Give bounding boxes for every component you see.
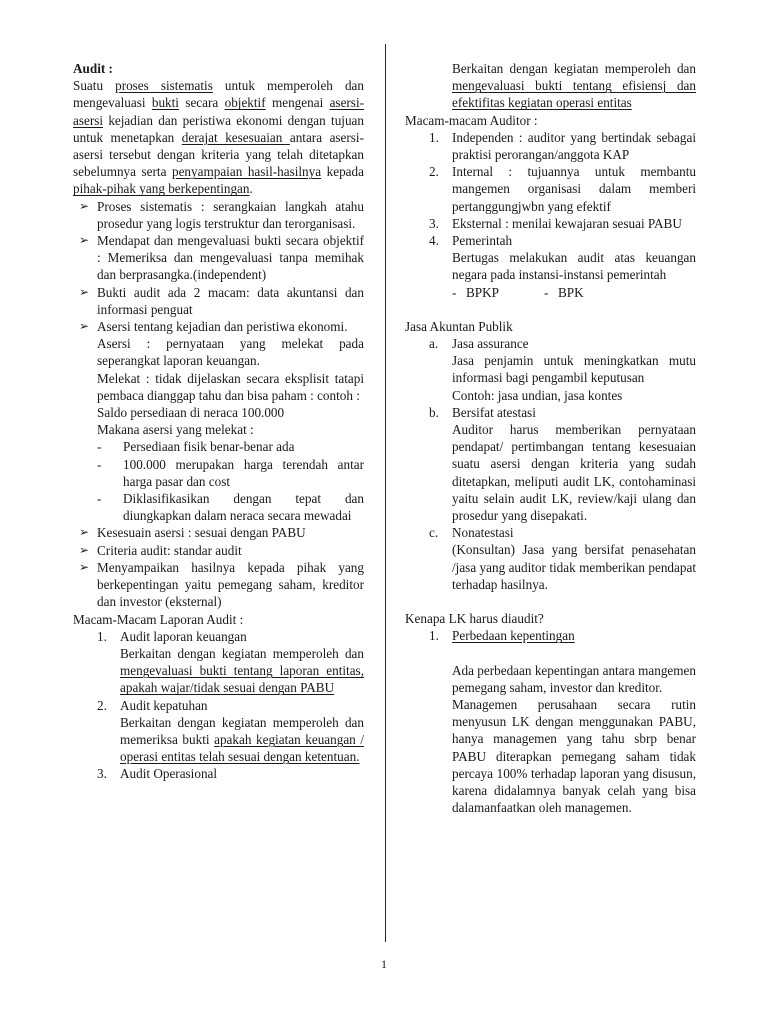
text-run: Berkaitan dengan kegiatan memperoleh dan xyxy=(452,61,696,76)
dash-text: Diklasifikasikan dengan tepat dan diungkapkan dalam neraca secara mewadai xyxy=(123,491,364,524)
item-title: Jasa assurance xyxy=(452,336,529,352)
kenapa-item xyxy=(405,627,696,644)
bullet-text: Bukti audit ada 2 macam: data akuntansi dan informasi penguat xyxy=(97,284,364,317)
item-number: 2. xyxy=(97,697,107,713)
underlined-phrase: penyampaian hasil-hasilnya xyxy=(171,164,322,180)
item-number: 4. xyxy=(429,233,439,249)
auditor-heading: Macam-macam Auditor : xyxy=(405,112,538,128)
item-text: Pemerintah xyxy=(452,233,513,249)
arrowhead-icon: ➢ xyxy=(79,233,90,248)
text-run: mengenai xyxy=(265,95,330,111)
dash-item xyxy=(73,456,364,490)
underlined-phrase: mengevaluasi bukti tentang laporan entitas, apakah wajar/tidak sesuai dengan PABU xyxy=(120,663,364,696)
dash-marker: - xyxy=(97,439,102,455)
arrowhead-icon: ➢ xyxy=(79,525,90,540)
text-run: untuk memperoleh dan mengevaluasi xyxy=(73,78,364,111)
item-title: Perbedaan kepentingan xyxy=(452,628,575,644)
laporan-description xyxy=(73,714,364,766)
kenapa-paragraph: Managemen perusahaan secara rutin menyusun LK dengan menggunakan PABU, hanya managemen yang tahu sbrp benar PABU diterapkan pemegang saham tidak percaya 100% terhadap laporan yang disusun, karena didalamnya banyak celah yang bisa dalamanfaatkan oleh managemen. xyxy=(452,696,696,816)
pemerintah-description: Bertugas melakukan audit atas keuangan negara pada instansi-instansi pemerintah xyxy=(452,250,696,283)
dash-item xyxy=(73,438,364,455)
bullet-text: Proses sistematis : serangkaian langkah atahu prosedur yang logis terstruktur dan terorganisasi. xyxy=(97,198,364,231)
spacer xyxy=(405,645,696,662)
text-run: kepada xyxy=(321,164,364,180)
example-line: Makana asersi yang melekat : xyxy=(97,422,254,438)
laporan-description xyxy=(73,645,364,697)
jasa-description: (Konsultan) Jasa yang bersifat penasehatan /jasa yang auditor tidak memberikan pendapat terhadap hasilnya. xyxy=(452,542,696,592)
item-title: Bersifat atestasi xyxy=(452,404,536,420)
example-line: Saldo persediaan di neraca 100.000 xyxy=(97,405,285,421)
dash-text: 100.000 merupakan harga terendah antar harga pasar dan cost xyxy=(123,456,364,489)
underlined-phrase: pihak-pihak yang berkepentingan xyxy=(73,181,250,197)
underlined-phrase: derajat kesesuaian xyxy=(181,129,290,145)
list-item xyxy=(73,198,364,232)
text-run: secara xyxy=(178,95,225,111)
jasa-description: Auditor harus memberikan pernyataan pendapat/ pertimbangan tentang kesesuaian suatu asersi dengan kriteria yang sudah ditetapkan, meliputi audit LK, contohaminasi yaitu selain audit LK, review/kaji ulang dan prosedur yang disepakati. xyxy=(452,422,696,524)
dash-text: Persediaan fisik benar-benar ada xyxy=(123,439,295,455)
underlined-phrase: bukti xyxy=(151,95,179,111)
right-column xyxy=(405,60,696,816)
spacer xyxy=(405,593,696,610)
text-run: Suatu xyxy=(73,78,116,94)
arrowhead-icon: ➢ xyxy=(79,198,90,213)
left-column xyxy=(73,60,364,783)
text-run: antara asersi-asersi tersebut dengan kriteria yang telah ditetapkan sebelumnya serta xyxy=(73,129,364,180)
bullet-text: Mendapat dan mengevaluasi bukti secara objektif : Memeriksa dan mengevaluasi tanpa memihak dan berprasangka.(independent) xyxy=(97,233,364,283)
auditor-item xyxy=(405,232,696,249)
underlined-phrase: apakah kegiatan keuangan / operasi entitas telah sesuai dengan ketentuan. xyxy=(120,731,365,765)
underlined-phrase: mengevaluasi bukti tentang efisiensj dan efektifitas kegiatan operasi entitas xyxy=(452,78,696,111)
operasional-description xyxy=(405,60,696,112)
arrowhead-icon: ➢ xyxy=(79,542,90,557)
item-title: Audit Operasional xyxy=(120,766,218,782)
text-run: Berkaitan dengan kegiatan memperoleh dan xyxy=(120,645,364,661)
underlined-phrase: asersi-asersi xyxy=(73,95,364,128)
kenapa-paragraph: Ada perbedaan kepentingan antara mangemen pemegang saham, investor dan kreditor. xyxy=(452,662,696,695)
example-bpk: BPK xyxy=(558,284,584,300)
item-title: Audit kepatuhan xyxy=(120,697,208,713)
item-title: Nonatestasi xyxy=(452,525,514,541)
asersi-definition: Asersi : pernyataan yang melekat pada seperangkat laporan keuangan. xyxy=(97,336,364,369)
list-item xyxy=(73,559,364,611)
jasa-heading: Jasa Akuntan Publik xyxy=(405,318,513,334)
example-bpkp: BPKP xyxy=(466,284,499,300)
item-text: Eksternal : menilai kewajaran sesuai PABU xyxy=(452,215,682,231)
item-letter: c. xyxy=(429,525,439,541)
kenapa-heading: Kenapa LK harus diaudit? xyxy=(405,611,544,627)
item-number: 2. xyxy=(429,164,439,180)
auditor-item xyxy=(405,163,696,215)
item-text: Independen : auditor yang bertindak sebagai praktisi perorangan/anggota KAP xyxy=(452,129,696,163)
list-item xyxy=(73,318,364,335)
item-text: Internal : tujuannya untuk membantu mangemen organisasi dalam memberi pertanggungjwbn yang efektif xyxy=(452,164,696,214)
item-number: 1. xyxy=(429,129,439,145)
dash-marker: - xyxy=(452,284,457,300)
page-number: 1 xyxy=(381,957,387,971)
arrowhead-icon: ➢ xyxy=(79,319,90,334)
dash-item xyxy=(73,490,364,524)
laporan-item xyxy=(73,628,364,645)
list-item xyxy=(73,284,364,318)
list-item xyxy=(73,524,364,541)
bullet-text: Kesesuain asersi : sesuai dengan PABU xyxy=(97,525,306,541)
item-letter: a. xyxy=(429,336,439,352)
text-run: Berkaitan dengan kegiatan memperoleh dan memeriksa bukti xyxy=(120,714,364,747)
laporan-item xyxy=(73,765,364,782)
text-run: kejadian dan peristiwa ekonomi dengan tujuan untuk menetapkan xyxy=(73,112,364,145)
spacer xyxy=(405,301,696,318)
laporan-heading: Macam-Macam Laporan Audit : xyxy=(73,611,244,627)
item-letter: b. xyxy=(429,404,439,420)
auditor-item xyxy=(405,215,696,232)
laporan-item xyxy=(73,697,364,714)
text-run: . xyxy=(249,181,253,197)
pemerintah-examples xyxy=(405,284,696,301)
bullet-text: Criteria audit: standar audit xyxy=(97,542,242,558)
list-item xyxy=(73,232,364,284)
item-number: 1. xyxy=(429,628,439,644)
jasa-item xyxy=(405,524,696,541)
underlined-phrase: objektif xyxy=(224,95,266,111)
item-number: 1. xyxy=(97,628,107,644)
bullet-text: Menyampaikan hasilnya kepada pihak yang berkepentingan yaitu pemegang saham, kreditor dan investor (eksternal) xyxy=(97,559,364,610)
jasa-item xyxy=(405,335,696,352)
dash-marker: - xyxy=(97,456,102,472)
jasa-example: Contoh: jasa undian, jasa kontes xyxy=(452,387,623,403)
item-number: 3. xyxy=(429,215,439,231)
melekat-definition: Melekat : tidak dijelaskan secara eksplisit tatapi pembaca dianggap tahu dan bisa paham : contoh : xyxy=(97,370,364,403)
arrowhead-icon: ➢ xyxy=(79,284,90,299)
item-number: 3. xyxy=(97,766,107,782)
arrowhead-icon: ➢ xyxy=(79,559,90,574)
underlined-phrase: proses sistematis xyxy=(115,78,213,94)
dash-marker: - xyxy=(97,491,102,507)
list-item xyxy=(73,542,364,559)
bullet-text: Asersi tentang kejadian dan peristiwa ekonomi. xyxy=(97,319,348,335)
auditor-item xyxy=(405,129,696,163)
jasa-item xyxy=(405,404,696,421)
jasa-description: Jasa penjamin untuk meningkatkan mutu informasi bagi pengambil keputusan xyxy=(452,353,696,386)
item-title: Audit laporan keuangan xyxy=(120,628,247,644)
column-divider xyxy=(385,44,386,942)
audit-definition xyxy=(73,77,364,197)
dash-marker: - xyxy=(544,284,549,300)
audit-title: Audit : xyxy=(73,61,113,76)
